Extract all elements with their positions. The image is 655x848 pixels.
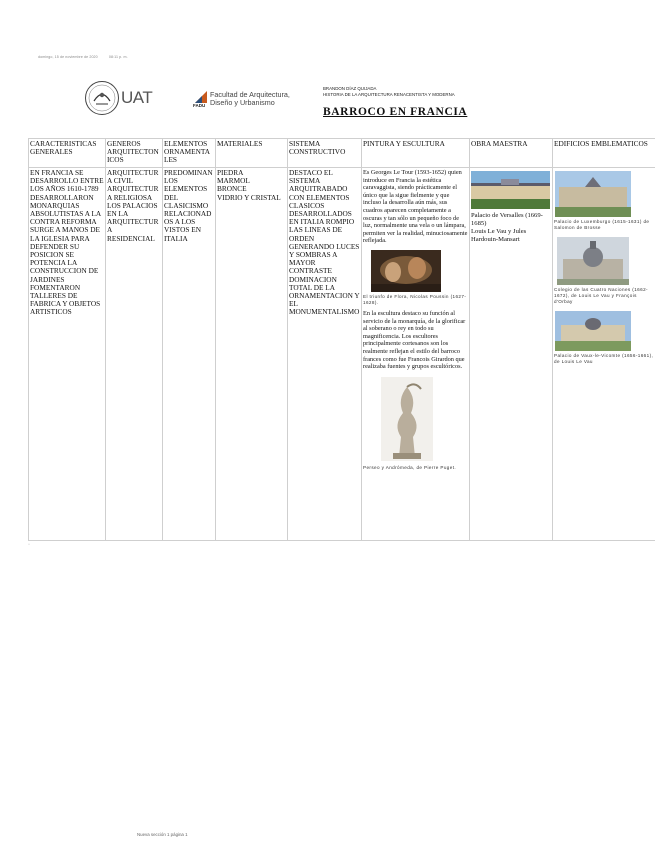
cell-pintura xyxy=(362,168,470,541)
painting-caption: El triunfo de Flora, Nicolas Poussin (1627-1628). xyxy=(363,293,467,305)
pintura-paragraph: Es Georges Le Tour (1593-1652) quien introduce en Francia la estética caravaggista, siendo prácticamente el único que la sigue fielmente y que incluso la desarrolla aún más, sus cuadros aparecen completamente a oscuras y tan sólo un pequeño foco de luz, normalmente una vela o un lámpara, permiten ver la realidad, minuciosamente reflejada. xyxy=(363,169,468,245)
header-datetime xyxy=(38,55,138,59)
obra-authors: Louis Le Vau y Jules Hardouin-Mansart xyxy=(471,228,527,243)
escultura-paragraph: En la escultura destaco su función al servicio de la monarquía, de la glorificar al soberano o rey en todo su magnificencia. Los escultores principalmente cortesanos son los realmente reflejan el estilo del barroco frances como fue Francois Girardon que realizaba fuentes y grupos escultóricos. xyxy=(363,309,466,371)
author-name: BRANDON DÍAZ QUIJADA xyxy=(323,86,377,91)
fadu-logo xyxy=(193,89,303,111)
fadu-line2: Diseño y Urbanismo xyxy=(210,98,275,107)
header-pintura: PINTURA Y ESCULTURA xyxy=(362,139,470,168)
edificio-caption: Palacio de Luxemburgo (1615-1631) de Salomon de Brosse xyxy=(554,219,650,230)
author-block xyxy=(323,86,455,98)
header-materiales: MATERIALES xyxy=(216,139,288,168)
luxembourg-image xyxy=(555,171,631,217)
sculpture-caption: Perseo y Andrómeda, de Pierre Puget. xyxy=(363,464,457,470)
content-table xyxy=(28,138,655,541)
header-elementos: ELEMENTOS ORNAMENTALES xyxy=(163,139,216,168)
cell-edificios xyxy=(553,168,655,541)
header-generos: GENEROS ARQUITECTONICOS xyxy=(106,139,163,168)
cell-elementos: PREDOMINAN LOS ELEMENTOS DEL CLASICISMO RELACIONADOS A LOS VISTOS EN ITALIA xyxy=(163,168,216,541)
cell-sistema: DESTACO EL SISTEMA ARQUITRABADO CON ELEMENTOS CLASICOS DESARROLLADOS EN ITALIA ROMPIO LAS LINEAS DE ORDEN GENERANDO LUCES Y SOMBRAS A MAYOR CONTRASTE DOMINACION TOTAL DE LA ORNAMENTACION Y EL MONUMENTALISMO xyxy=(288,168,362,541)
edificio-caption: Palacio de Vaux-le-Vicomte (1656-1661), de Louis Le Vau xyxy=(554,353,654,364)
painting-image xyxy=(371,250,441,292)
uat-logo-text: UAT xyxy=(121,88,153,107)
uat-seal-logo xyxy=(84,80,120,116)
header-edificios: EDIFICIOS EMBLEMATICOS xyxy=(553,139,655,168)
fadu-abbrev: FADU xyxy=(193,103,206,108)
header-sistema: SISTEMA CONSTRUCTIVO xyxy=(288,139,362,168)
material-item: VIDRIO Y CRISTAL xyxy=(217,192,281,202)
table-row xyxy=(29,168,655,541)
vaux-le-vicomte-image xyxy=(555,311,631,351)
edificio-caption: Colegio de las Cuatro Naciones (1662-1672), de Louis Le Vau y François d'Orbay xyxy=(554,287,648,304)
page-marker: · xyxy=(28,542,30,548)
sculpture-image xyxy=(381,377,433,461)
header-obra: OBRA MAESTRA xyxy=(470,139,553,168)
cuatro-naciones-image xyxy=(557,237,629,285)
header-caracteristicas: CARACTERISTICAS GENERALES xyxy=(29,139,106,168)
page-footer: Nueva sección 1 página 1 xyxy=(137,832,188,837)
course-name: HISTORIA DE LA ARQUITECTURA RENACENTISTA Y MODERNA xyxy=(323,92,455,97)
page-title: BARROCO EN FRANCIA xyxy=(323,106,468,118)
header-date: domingo, 15 de noviembre de 2020 xyxy=(38,55,98,59)
versailles-image xyxy=(471,171,550,209)
fadu-line1: Facultad de Arquitectura, xyxy=(210,90,290,99)
material-item: MARMOL xyxy=(217,176,250,186)
cell-caracteristicas: EN FRANCIA SE DESARROLLO ENTRE LOS AÑOS 1610-1789 DESARROLLARON MONARQUIAS ABSOLUTISTAS A LA CONTRA REFORMA SURGE A MANOS DE LA IGLESIA PARA DEFENDER SU POSICION SE POTENCIA LA CONSTRUCCION DE JARDINES FOMENTARON TALLERES DE FABRICA Y OBJETOS ARTISTICOS xyxy=(29,168,106,541)
material-item: BRONCE xyxy=(217,184,247,194)
obra-caption: Palacio de Versalles (1669-1685) xyxy=(471,212,543,227)
header-time: 08:11 p. m. xyxy=(108,55,128,59)
cell-generos: ARQUITECTURA CIVIL ARQUITECTURA RELIGIOSA LOS PALACIOS EN LA ARQUITECTURA RESIDENCIAL xyxy=(106,168,163,541)
table-header-row xyxy=(29,139,655,168)
cell-materiales xyxy=(216,168,288,541)
material-item: PIEDRA xyxy=(217,168,244,177)
cell-obra xyxy=(470,168,553,541)
